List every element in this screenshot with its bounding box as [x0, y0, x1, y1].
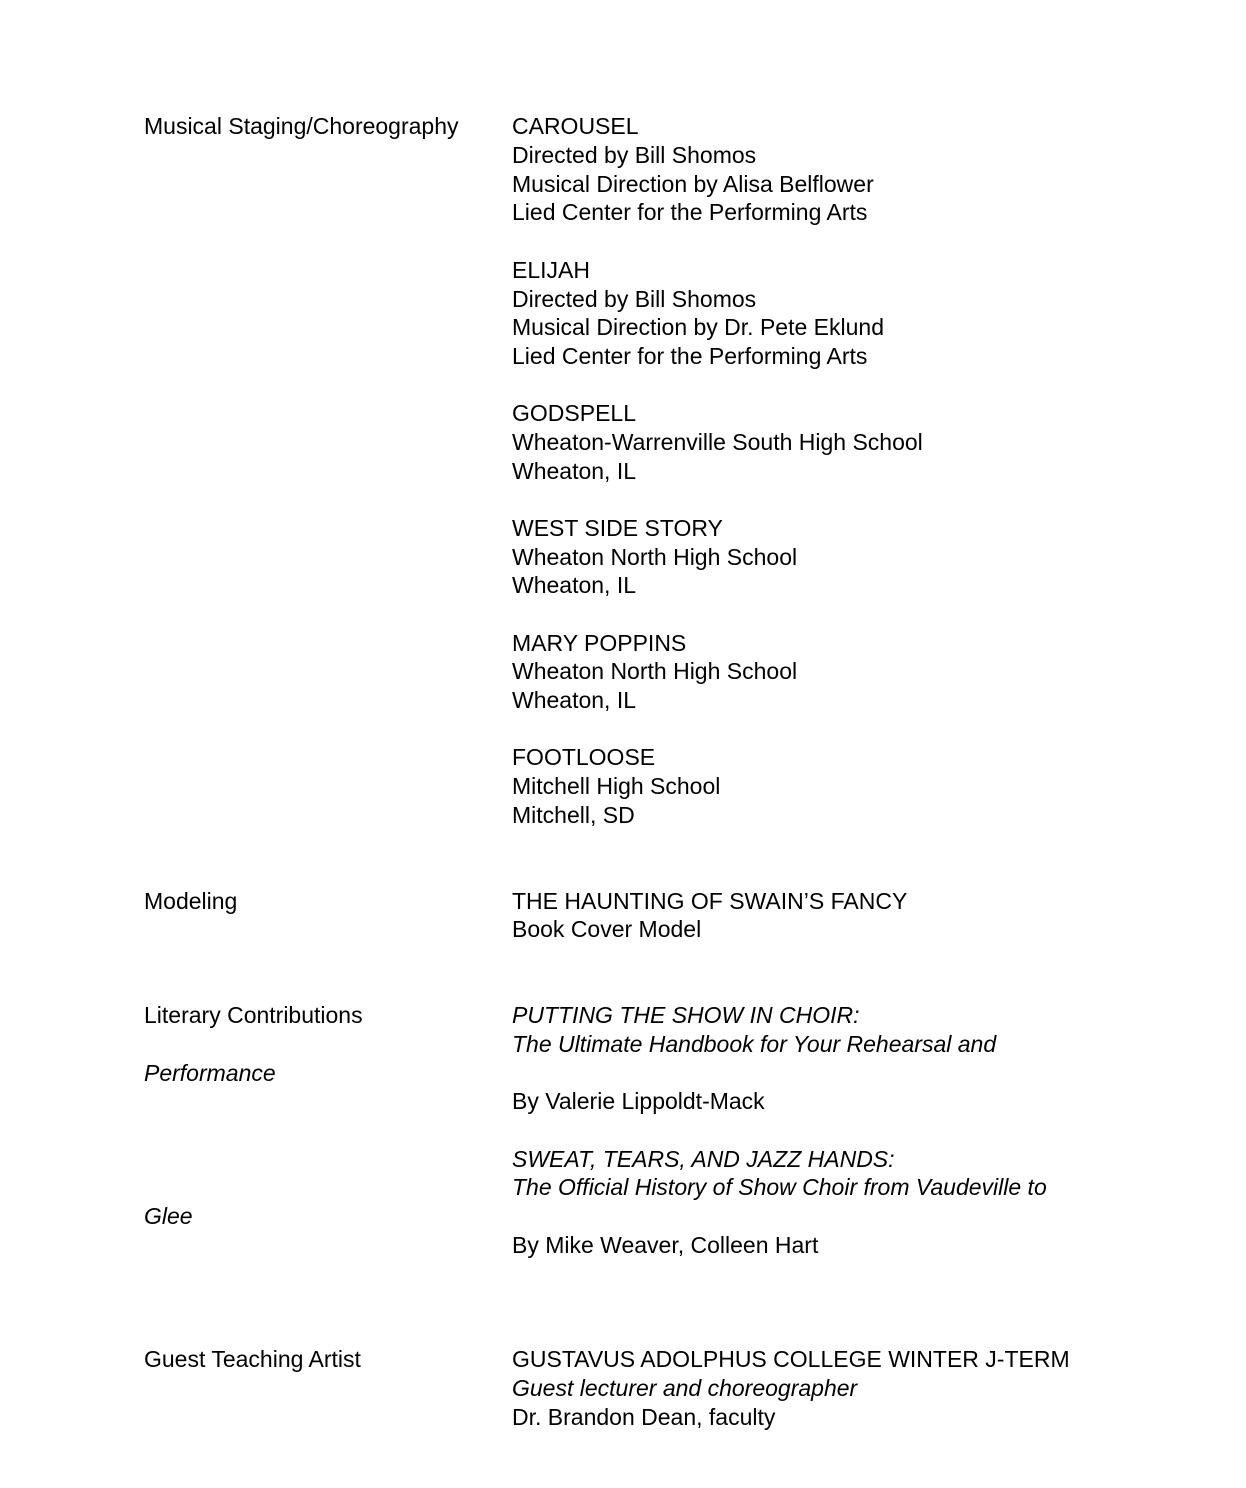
book-subtitle-overflow: Performance	[144, 1060, 276, 1086]
book-author: By Valerie Lippoldt-Mack	[512, 1088, 765, 1114]
modeling-title: THE HAUNTING OF SWAIN’S FANCY	[512, 888, 908, 914]
section-label-musical-staging: Musical Staging/Choreography	[144, 113, 459, 139]
guest-teaching-role: Guest lecturer and choreographer	[512, 1375, 858, 1401]
book-subtitle: The Ultimate Handbook for Your Rehearsal and	[512, 1031, 997, 1057]
book-subtitle: The Official History of Show Choir from Vaudeville to	[512, 1174, 1047, 1200]
production-detail: Wheaton North High School	[512, 658, 798, 684]
production-title: GODSPELL	[512, 400, 636, 426]
section-label-guest-teaching: Guest Teaching Artist	[144, 1346, 361, 1372]
book-title: PUTTING THE SHOW IN CHOIR:	[512, 1002, 860, 1028]
production-detail: Mitchell High School	[512, 773, 721, 799]
section-label-literary: Literary Contributions	[144, 1002, 363, 1028]
book-subtitle-overflow: Glee	[144, 1203, 193, 1229]
production-detail: Directed by Bill Shomos	[512, 142, 757, 168]
book-author: By Mike Weaver, Colleen Hart	[512, 1232, 819, 1258]
production-title: MARY POPPINS	[512, 630, 687, 656]
book-title: SWEAT, TEARS, AND JAZZ HANDS:	[512, 1146, 895, 1172]
production-title: ELIJAH	[512, 257, 590, 283]
production-detail: Musical Direction by Dr. Pete Eklund	[512, 314, 884, 340]
production-detail: Wheaton-Warrenville South High School	[512, 429, 923, 455]
production-title: CAROUSEL	[512, 113, 639, 139]
production-title: WEST SIDE STORY	[512, 515, 723, 541]
production-title: FOOTLOOSE	[512, 744, 656, 770]
production-detail: Wheaton, IL	[512, 572, 637, 598]
production-detail: Wheaton, IL	[512, 687, 637, 713]
production-detail: Musical Direction by Alisa Belflower	[512, 171, 874, 197]
production-detail: Directed by Bill Shomos	[512, 286, 757, 312]
production-detail: Mitchell, SD	[512, 802, 635, 828]
modeling-detail: Book Cover Model	[512, 916, 702, 942]
section-label-modeling: Modeling	[144, 888, 238, 914]
production-detail: Lied Center for the Performing Arts	[512, 199, 868, 225]
production-detail: Wheaton North High School	[512, 544, 798, 570]
guest-teaching-title: GUSTAVUS ADOLPHUS COLLEGE WINTER J-TERM	[512, 1346, 1070, 1372]
production-detail: Wheaton, IL	[512, 458, 637, 484]
production-detail: Lied Center for the Performing Arts	[512, 343, 868, 369]
guest-teaching-detail: Dr. Brandon Dean, faculty	[512, 1404, 776, 1430]
